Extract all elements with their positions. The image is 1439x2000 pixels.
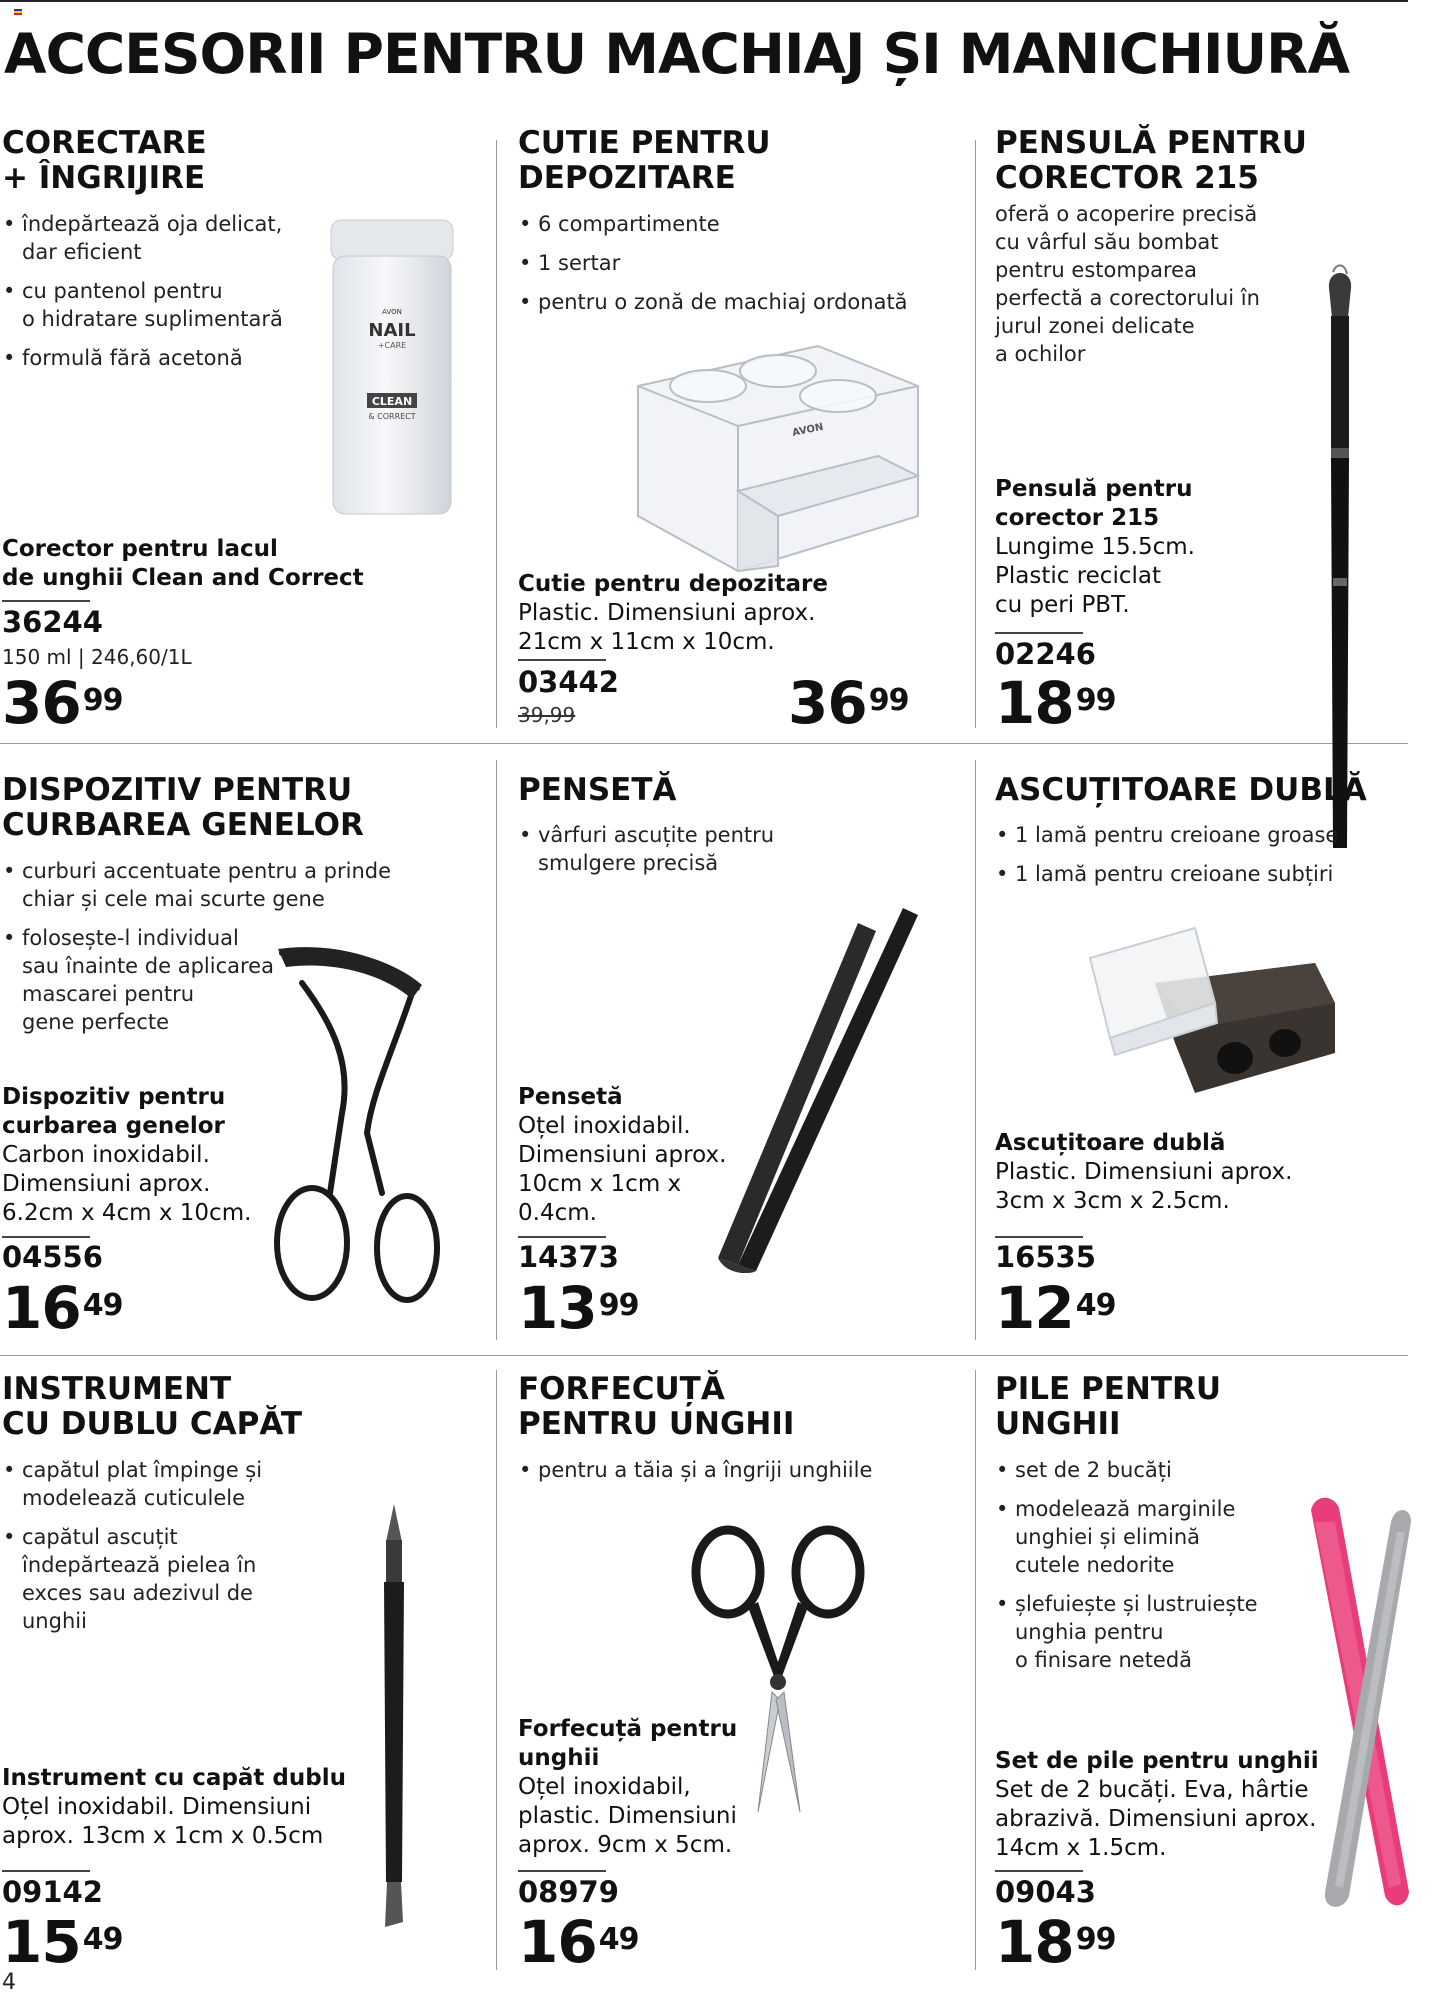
feature-list: • set de 2 bucăți • modelează marginile unghiei și elimină cutele nedorite • șlefuiește și lustruiește unghia pentru o finisare netedă bbox=[995, 1456, 1257, 1685]
column-divider bbox=[496, 140, 497, 728]
page-title: ACCESORII PENTRU MACHIAJ ȘI MANICHIURĂ bbox=[4, 22, 1350, 86]
underline bbox=[518, 1236, 606, 1238]
storage-box-image bbox=[628, 326, 928, 591]
product-name: Corector pentru lacul de unghii Clean and Correct bbox=[2, 536, 364, 591]
product-code: 08979 bbox=[518, 1875, 619, 1909]
double-sharpener-image bbox=[1085, 923, 1345, 1103]
product-description: oferă o acoperire precisă cu vârful său bombat pentru estomparea perfectă a corectorului în jurul zonei delicate a ochilor bbox=[995, 202, 1260, 366]
svg-text:AVON: AVON bbox=[791, 421, 825, 439]
product-heading: PILE PENTRU UNGHII bbox=[995, 1371, 1222, 1442]
svg-text:& CORRECT: & CORRECT bbox=[368, 412, 416, 421]
feature-list: • îndepărtează oja delicat, dar eficient • cu pantenol pentru o hidratare suplimentară • formulă fără acetonă bbox=[2, 210, 283, 383]
underline bbox=[2, 600, 90, 602]
tweezers-image bbox=[708, 903, 928, 1273]
price: $18^{99}$ bbox=[995, 1908, 1116, 1976]
product-code: 03442 bbox=[518, 665, 619, 699]
product-heading: ASCUȚITOARE DUBLĂ bbox=[995, 772, 1367, 808]
product-card-nail-scissors[interactable] bbox=[518, 1371, 958, 1976]
underline bbox=[2, 1236, 90, 1238]
page-number: 4 bbox=[2, 1970, 16, 1995]
row-divider bbox=[0, 1355, 1408, 1356]
svg-text:+CARE: +CARE bbox=[377, 341, 407, 350]
product-card-storage-box[interactable] bbox=[518, 126, 958, 736]
column-divider bbox=[975, 1370, 976, 1970]
product-name: Set de pile pentru unghii Set de 2 bucăți. Eva, hârtie abrazivă. Dimensiuni aprox. 14cm x 1.5cm. bbox=[995, 1748, 1319, 1861]
product-card-tweezers[interactable] bbox=[518, 773, 958, 1343]
column-divider bbox=[496, 760, 497, 1340]
product-heading: CORECTARE + ÎNGRIJIRE bbox=[2, 125, 207, 196]
feature-list: • pentru a tăia și a îngriji unghiile bbox=[518, 1456, 872, 1495]
product-heading: FORFECUȚĂ PENTRU UNGHII bbox=[518, 1371, 795, 1442]
product-code: 02246 bbox=[995, 637, 1096, 671]
product-name: Cutie pentru depozitare Plastic. Dimensiuni aprox. 21cm x 11cm x 10cm. bbox=[518, 571, 828, 655]
product-card-concealer-brush[interactable] bbox=[995, 126, 1405, 736]
svg-text:CLEAN: CLEAN bbox=[371, 395, 413, 408]
product-card-nail-files[interactable] bbox=[995, 1371, 1405, 1976]
product-card-cuticle-pusher[interactable] bbox=[2, 1371, 482, 1976]
product-name: Dispozitiv pentru curbarea genelor Carbon inoxidabil. Dimensiuni aprox. 6.2cm x 4cm x 10cm. bbox=[2, 1084, 252, 1226]
product-code: 16535 bbox=[995, 1240, 1096, 1274]
underline bbox=[518, 1870, 606, 1872]
product-heading: PENSETĂ bbox=[518, 772, 677, 808]
nail-polish-remover-bottle-image bbox=[327, 218, 457, 518]
column-divider bbox=[975, 760, 976, 1340]
product-code: 09043 bbox=[995, 1875, 1096, 1909]
price: $36^{99}$ bbox=[2, 669, 123, 737]
product-code: 04556 bbox=[2, 1240, 103, 1274]
product-card-nail-polish-remover[interactable] bbox=[2, 126, 482, 736]
price: $16^{49}$ bbox=[518, 1908, 639, 1976]
eyelash-curler-image bbox=[272, 943, 472, 1323]
price: $15^{49}$ bbox=[2, 1908, 123, 1976]
row-divider bbox=[0, 743, 1408, 744]
underline bbox=[995, 1236, 1083, 1238]
underline bbox=[2, 1870, 90, 1872]
product-name: Instrument cu capăt dublu Oțel inoxidabil. Dimensiuni aprox. 13cm x 1cm x 0.5cm bbox=[2, 1765, 346, 1849]
feature-list: • 1 lamă pentru creioane groase • 1 lamă pentru creioane subțiri bbox=[995, 821, 1338, 899]
underline bbox=[518, 659, 606, 661]
underline bbox=[995, 1870, 1083, 1872]
product-code: 14373 bbox=[518, 1240, 619, 1274]
price: $12^{49}$ bbox=[995, 1274, 1116, 1342]
cuticle-pusher-image bbox=[372, 1502, 412, 1932]
product-code: 09142 bbox=[2, 1875, 103, 1909]
nail-files-image bbox=[1305, 1492, 1415, 1912]
product-name: Pensulă pentru corector 215 Lungime 15.5cm. Plastic reciclat cu peri PBT. bbox=[995, 476, 1195, 618]
product-name: Forfecuță pentru unghii Oțel inoxidabil, plastic. Dimensiuni aprox. 9cm x 5cm. bbox=[518, 1716, 738, 1858]
old-price: 39,99 bbox=[518, 703, 576, 727]
product-heading: INSTRUMENT CU DUBLU CAPĂT bbox=[2, 1371, 303, 1442]
price: $18^{99}$ bbox=[995, 669, 1116, 737]
product-card-eyelash-curler[interactable] bbox=[2, 773, 482, 1343]
unit-price: 150 ml | 246,60/1L bbox=[2, 645, 192, 669]
concealer-brush-image bbox=[1315, 258, 1365, 858]
product-name: Pensetă Oțel inoxidabil. Dimensiuni aprox. 10cm x 1cm x 0.4cm. bbox=[518, 1084, 727, 1226]
feature-list: • capătul plat împinge și modelează cuticulele • capătul ascuțit îndepărtează pielea în exces sau adezivul de unghii bbox=[2, 1456, 262, 1646]
product-code: 36244 bbox=[2, 605, 103, 639]
product-name: Ascuțitoare dublă Plastic. Dimensiuni aprox. 3cm x 3cm x 2.5cm. bbox=[995, 1130, 1293, 1214]
product-card-double-sharpener[interactable] bbox=[995, 773, 1405, 1343]
flag-icon bbox=[14, 9, 22, 17]
feature-list: • vârfuri ascuțite pentru smulgere precisă bbox=[518, 821, 774, 888]
product-heading: CUTIE PENTRU DEPOZITARE bbox=[518, 125, 771, 196]
column-divider bbox=[496, 1370, 497, 1970]
price: $13^{99}$ bbox=[518, 1274, 639, 1342]
price: $36^{99}$ bbox=[788, 669, 909, 737]
feature-list: • curburi accentuate pentru a prinde chiar și cele mai scurte gene • folosește-l individual sau înainte de aplicarea mascarei pentru gene perfecte bbox=[2, 857, 391, 1047]
product-heading: DISPOZITIV PENTRU CURBAREA GENELOR bbox=[2, 772, 364, 843]
product-heading: PENSULĂ PENTRU CORECTOR 215 bbox=[995, 125, 1307, 196]
top-rule bbox=[0, 0, 1408, 2]
feature-list: • 6 compartimente • 1 sertar • pentru o zonă de machiaj ordonată bbox=[518, 210, 908, 327]
price: $16^{49}$ bbox=[2, 1274, 123, 1342]
svg-text:AVON: AVON bbox=[382, 308, 402, 316]
svg-text:NAIL: NAIL bbox=[368, 320, 416, 341]
column-divider bbox=[975, 140, 976, 728]
underline bbox=[995, 632, 1083, 634]
